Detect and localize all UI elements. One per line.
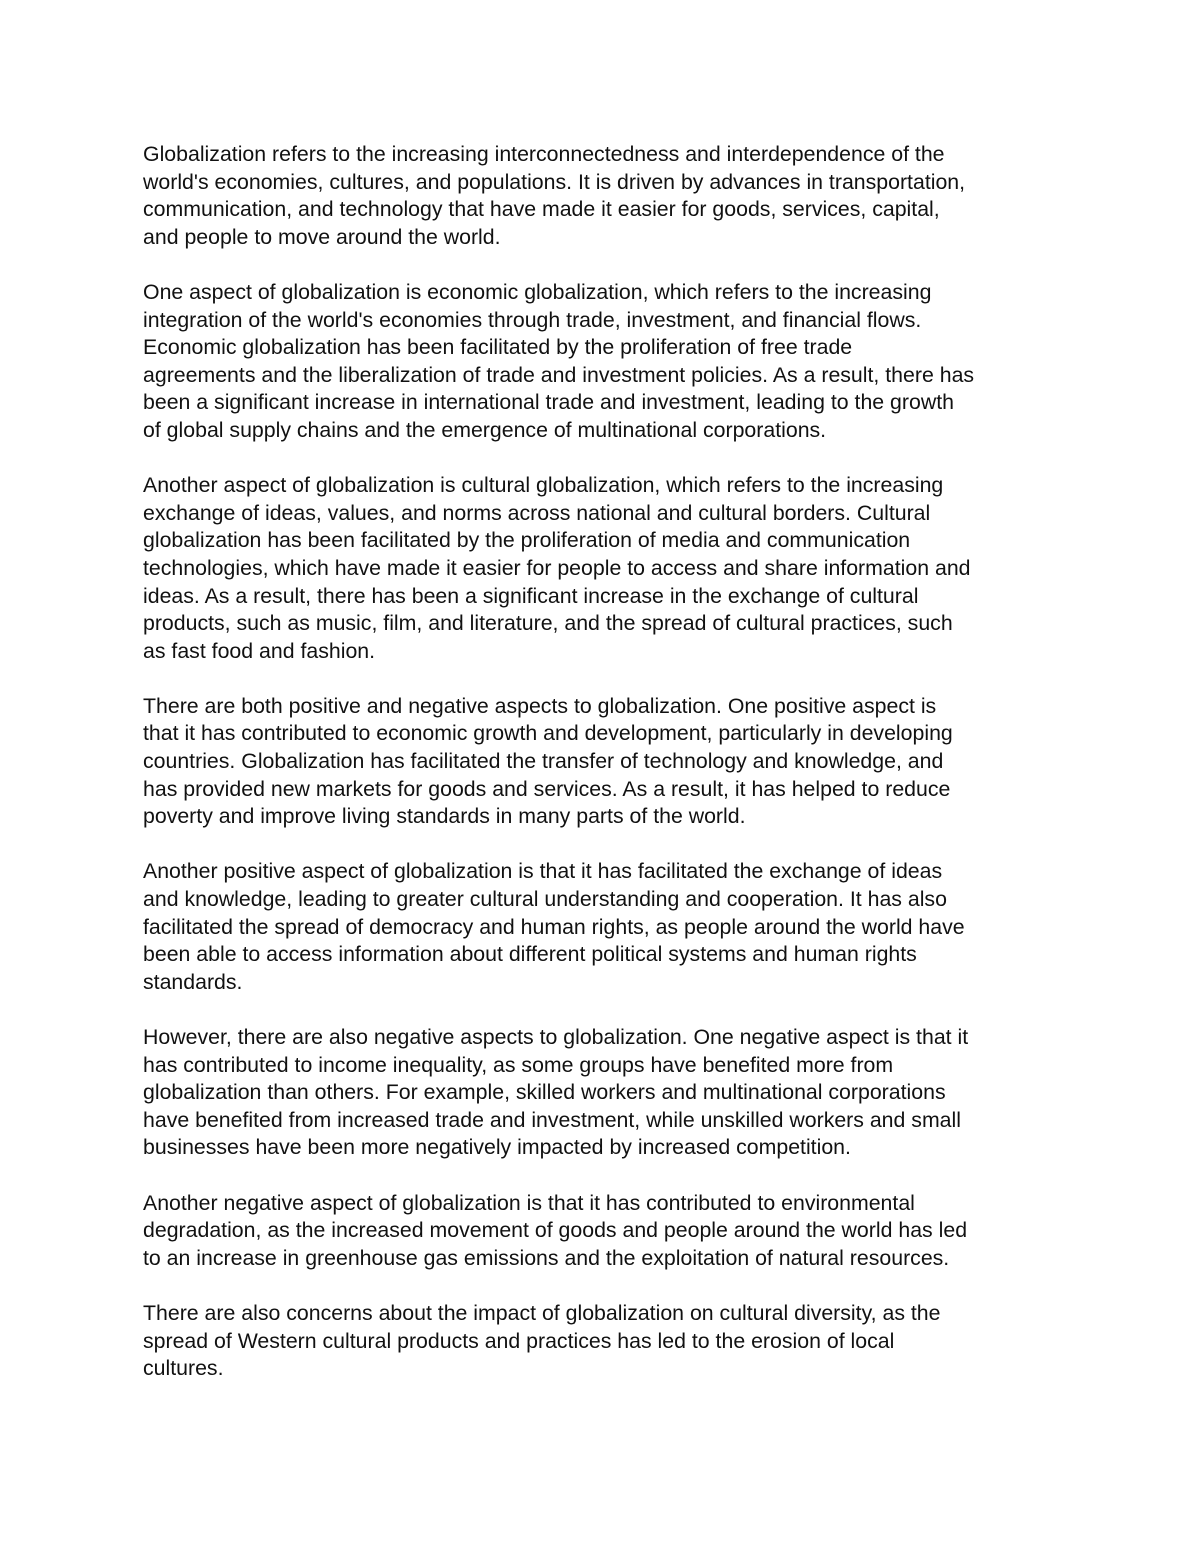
text-line: There are both positive and negative aspects to globalization. One positive aspect is [143,693,937,718]
text-line: countries. Globalization has facilitated the transfer of technology and knowledge, and [143,749,944,774]
text-line: Another aspect of globalization is cultural globalization, which refers to the increasing [143,473,944,498]
text-line: and knowledge, leading to greater cultural understanding and cooperation. It has also [143,887,947,912]
text-line: has provided new markets for goods and services. As a result, it has helped to reduce [143,776,951,801]
text-line: agreements and the liberalization of trade and investment policies. As a result, there has [143,362,975,387]
paragraph-globalization-definition [143,141,1073,251]
text-line: and people to move around the world. [143,224,501,249]
text-line: Globalization refers to the increasing interconnectedness and interdependence of the [143,142,945,166]
document-page [143,141,1073,1410]
text-line: integration of the world's economies through trade, investment, and financial flows. [143,307,922,332]
text-line: technologies, which have made it easier for people to access and share information and [143,555,971,580]
text-line: have benefited from increased trade and investment, while unskilled workers and small [143,1107,961,1132]
text-line: that it has contributed to economic growth and development, particularly in developing [143,721,953,746]
text-line: as fast food and fashion. [143,638,376,663]
text-line: There are also concerns about the impact of globalization on cultural diversity, as the [143,1300,941,1325]
text-line: One aspect of globalization is economic globalization, which refers to the increasing [143,279,932,304]
paragraph-cultural-diversity [143,1300,1073,1383]
text-line: world's economies, cultures, and populations. It is driven by advances in transportation, [143,169,966,194]
text-line: communication, and technology that have made it easier for goods, services, capital, [143,197,940,222]
text-line: been able to access information about different political systems and human rights [143,942,917,967]
text-line: spread of Western cultural products and practices has led to the erosion of local [143,1328,895,1353]
text-line: Another positive aspect of globalization is that it has facilitated the exchange of ideas [143,859,943,884]
paragraph-negative-aspects [143,1024,1073,1162]
text-line: globalization than others. For example, skilled workers and multinational corporations [143,1080,946,1105]
paragraph-another-positive-aspect [143,858,1073,996]
text-line: products, such as music, film, and literature, and the spread of cultural practices, such [143,611,953,636]
text-line: businesses have been more negatively impacted by increased competition. [143,1135,851,1160]
paragraph-economic-globalization [143,279,1073,445]
text-line: has contributed to income inequality, as some groups have benefited more from [143,1052,894,1077]
text-line: of global supply chains and the emergence of multinational corporations. [143,417,827,442]
text-line: been a significant increase in international trade and investment, leading to the growth [143,390,954,415]
paragraph-positive-negative-aspects [143,693,1073,831]
paragraph-cultural-globalization [143,472,1073,665]
text-line: Another negative aspect of globalization is that it has contributed to environmental [143,1190,915,1215]
text-line: degradation, as the increased movement of goods and people around the world has led [143,1218,968,1243]
text-line: poverty and improve living standards in many parts of the world. [143,804,746,829]
text-line: cultures. [143,1356,224,1381]
text-line: ideas. As a result, there has been a significant increase in the exchange of cultural [143,583,919,608]
text-line: exchange of ideas, values, and norms across national and cultural borders. Cultural [143,500,931,525]
paragraph-environmental-degradation [143,1190,1073,1273]
text-line: facilitated the spread of democracy and human rights, as people around the world have [143,914,965,939]
text-line: Economic globalization has been facilitated by the proliferation of free trade [143,335,853,360]
text-line: globalization has been facilitated by the proliferation of media and communication [143,528,911,553]
text-line: standards. [143,969,243,994]
text-line: to an increase in greenhouse gas emissions and the exploitation of natural resources. [143,1245,950,1270]
text-line: However, there are also negative aspects to globalization. One negative aspect is that it [143,1025,969,1049]
